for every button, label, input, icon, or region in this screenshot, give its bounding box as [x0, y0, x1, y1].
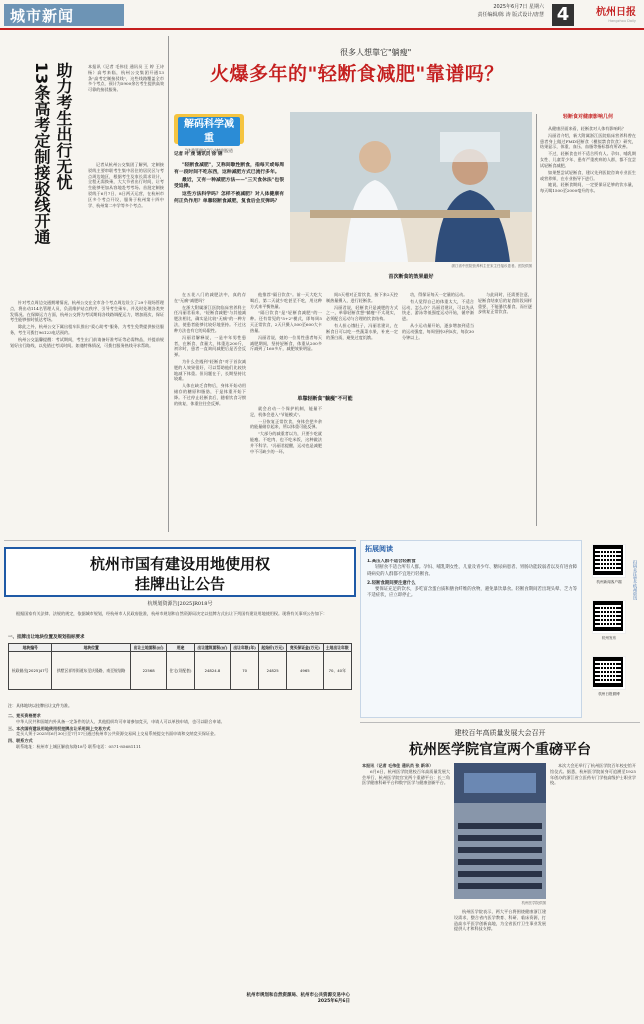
school-photo-illustration — [454, 763, 546, 899]
qr-code-icon — [593, 657, 623, 687]
feature-col-2: 他推荐"隔日饮食"。前一天大吃大喝后，第二天就少吃甚至不吃，用这种方式来平衡热量。 "隔日饮食"是"轻断食减肥"的一种。还有常见的"5+2"模式，即每周5天正常饮食，2天只摄入500至600大卡热量。 冯丽君说，她的一位男性患者每天减肥期间，坚持轻断食，体重从200多斤减到了160多斤，减肥效果明显。 — [250, 292, 322, 352]
qr-label-3: 杭州日报微博 — [598, 692, 620, 696]
qr-code-icon — [593, 601, 623, 631]
feature-subhead-2: 单靠轻断食"躺瘦"不可能 — [297, 396, 353, 402]
feature-photo-caption: 浙江省中医院营养科主任宋主任接诊患者。医院供图 — [451, 264, 532, 268]
notice-table-cell: 24824.8 — [194, 652, 230, 690]
feature-subhead-1: 首次断食的效果最好 — [388, 274, 434, 280]
notice-table-cell: 4965 — [287, 652, 323, 690]
notice-table-header-cell: 起始价(万元) — [259, 644, 287, 652]
feature-col-3: 就会启动一个保护机制，能量不足，机体会进入"节能模式"。 一旦恢复正常饮食，身体会把多余的能量储存起来，所以体重可能反弹。 "大部分的减重者以为，只要少吃就能瘦。不吃肉、也不吃米饭，这种做法并不科学。"冯丽君提醒，运动也是减肥中不可缺少的一环。 — [250, 406, 322, 454]
feature-col-5: 功，得保证每天一定量的运动。 有人觉得自己的体重太大，不适合运动，怎么办？冯丽君建议，可以先从快走、游泳等低强度运动开始，循序渐进。 从小运动量开始，逐步增加到适当的运动强度，每周坚持3到5次，每次30分钟以上。 — [402, 292, 474, 340]
school-photo-caption: 杭州医学院供图 — [521, 901, 546, 905]
qr-code-icon — [593, 545, 623, 575]
qr-code-1[interactable] — [592, 544, 626, 578]
notice-table-cell: 拱墅区祥符街道东至庆隆路，南至规划路 — [52, 652, 131, 690]
notice-note: 注：具体地块以挂牌出让文件为准。 — [8, 703, 72, 708]
notice-table-row — [9, 652, 352, 690]
side-headline: 轻断食对健康影响几何 — [562, 114, 613, 120]
notice-body: 二、竞买资格要求 中华人民共和国境内外具备一定条件的法人、其他组织均可申请参加竞买，申请人可以单独申请，也可以联合申请。 三、本次国有建设用地使用权挂牌出让采用网上交易方式 竞买人须于2025年6月30日至7月17日通过杭州市公共资源交易网上交易系统提交书面申请和交纳竞买保证金。 四、联系方式 联系地址：杭州市上城区解放东路18号 联系电话：0571-85681111 — [8, 713, 225, 750]
school-col-1: 本报讯（记者 毛伟佳 通讯员 张 新华） 6月6日，杭州医学院建校百年高质量发展大会举行，杭州医学院官宣两个重磅平台：长三角医学健康科研平台和数字医学与健康创新平台。 — [362, 763, 450, 786]
notice-table-header-cell: 地块编号 — [9, 644, 52, 652]
notice-table-cell: 70、40年 — [323, 652, 351, 690]
feature-intro: "轻断食减肥"，又称间歇性断食，指每天或每周有一段时间不吃东西，这种减肥方式已流行多年。 最近，又有一种减肥方法——"三天食休法"也很受追捧。 这些方法科学吗？怎样不被减肥？对人体健康有何正负作用？单靠轻断食减肥，复食后会反弹吗？ — [174, 162, 284, 204]
qr-label-2: 杭州发布 — [601, 636, 617, 640]
school-col-2: 杭州医学院表示，两大平台将围绕健康浙江建设需求，整合省内医学教育、科研、临床资源，打造高水平医学创新高地，为全省医疗卫生事业发展提供人才和科技支撑。 — [454, 909, 546, 932]
notice-table-header-cell: 竞买保证金(万元) — [287, 644, 323, 652]
school-headline: 杭州医学院官宣两个重磅平台 — [409, 742, 591, 758]
qr-side-note: 扫码关注更多杭州资讯 — [633, 560, 638, 600]
qr-label-1: 杭州新闻客户端 — [596, 580, 622, 584]
notice-doc-number: 杭规划资源告[2025]R018号 — [147, 601, 213, 607]
newspaper-logo-sub: Hangzhou Daily — [608, 19, 636, 23]
expand-reading — [360, 540, 582, 718]
school-kicker: 建校百年高质量发展大会召开 — [454, 729, 546, 737]
notice-table-cell: 24825 — [259, 652, 287, 690]
feature-col-1: 在五花八门的减肥法中，真的存在"无痛"减肥吗？ 在浙大附属浙江医院临床营养科主任冯丽君看来，"轻断食减肥"与其他减肥法相比，确实是比较"无痛"的一种方法，使患者能够比较好地坚持。不过这种方法也有它的局限性。 冯丽君解释说，一是中年男性患者，在断食、食量大，体重达200斤，初诊时，患者一直询问减肥后是否会反弹。 为什么会遇到"轻断食"对于首次减肥的人效果很好，可以帮助他们比较快地减下体重。但问题在于，长期坚持比较难。 人体在缺乏食物后，身体开始动用储存的糖原和脂肪，于是体重开始下降。不过停止轻断食后，随着饮食习惯的恢复，体重往往会反弹。 — [174, 292, 246, 406]
notice-signature: 杭州市规划和自然资源局、杭州市公共资源交易中心 2025年6月6日 — [246, 993, 350, 1005]
school-story — [360, 722, 640, 1020]
feature-story — [170, 34, 640, 534]
left-story-body-right: 记者从杭州公交集团了解到，定制接驳线主要串联考生集中居住的居民区与考点周边地区，根据考生及家长需求设计，全程无需换乘，大大节省出行时间，让考生能够更加从容地赴考考场。首批定制接驳线于6月7日、8日两天运营，在杭州市区多个考点开设，服务于杭州第十四中学、杭州第二中学等多个考点。 — [88, 162, 164, 208]
feature-photo-illustration — [290, 112, 532, 262]
qr-code-2[interactable] — [592, 600, 626, 634]
notice-table-header — [9, 644, 352, 652]
feature-headline: 火爆多年的"轻断食减肥"靠谱吗？ — [210, 63, 504, 85]
left-story-body-bottom: 针对考点周边交通拥堵情况，杭州公交在全市各个考点周边设立了29个现场管理点，将出动114名管理人员，负责维护站点秩序、引导考生乘车，并及时处理各类突发情况。在保障运力方面，杭州公交将为考试期间各线路调配运力，增加班次，保证考生能够按时抵达考场。 除此之外，杭州公交下属出租车队推出"爱心助考"服务，为考生免费提供接送服务，考生可拨打96123电话预约。 杭州公交温馨提醒：考试期间，考生出门前请备好准考证等必需物品，并提前规划好出行路线，以免错过考试时间。如遇特殊情况，可拨打服务热线寻求帮助。 — [10, 300, 164, 348]
column-badge: 解码科学减重 "体重管理年"行动特别报道 — [174, 114, 244, 144]
notice-table-header-cell: 出让年限(年) — [231, 644, 259, 652]
side-divider — [536, 114, 537, 526]
expand-title: 拓展阅读 — [365, 545, 393, 553]
feature-kicker: 很多人想靠它"躺瘦" — [340, 48, 412, 57]
school-col-3: 本次大会还举行了杭州医学院百年校史馆开馆仪式。据悉，杭州医学院前身可追溯至1925年创办的浙江省立医药专门学校高级护士职业学校。 — [550, 763, 636, 786]
feature-col-6: 与此同时，还需要注意，轻断食结束后的复食阶段同样重要，不能暴饮暴食，而应逐步恢复正常饮食。 — [478, 292, 532, 315]
notice-table-cell: 住宅(设配套) — [167, 652, 194, 690]
left-story — [4, 34, 166, 534]
notice-table-header-cell: 出让土地面积(㎡) — [130, 644, 166, 652]
notice-title-line2: 挂牌出让公告 — [134, 575, 225, 594]
left-story-headline: 助力考生出行无忧 13条高考定制接驳线开通 — [32, 62, 73, 245]
notice-table — [8, 643, 352, 690]
notice-intro: 根据国家有关法律、法规的规定，依据城市规划，经杭州市人民政府批准，杭州市规划和自然资源局决定以挂牌方式出让下列国有建设用地使用权。现将有关事项公告如下： — [16, 611, 328, 616]
notice-title-banner — [4, 547, 356, 597]
feature-photo — [290, 112, 532, 262]
masthead — [0, 0, 644, 30]
feature-col-4: 间5天相对正常饮食，接下来2天控制热量摄入，进行轻断食。 冯丽君说，轻断食只是减肥的方式之一，单靠轻断食想"躺瘦"不太现实，必须配合运动与合理的饮食结构。 有人担心饿肚子，冯丽君建议，在断食日可以吃一些蔬菜水果，补充一定的蛋白质，避免过度饥饿。 — [326, 292, 398, 340]
expand-body: 1.高压人群不适合轻断食 轻断食不适合所有人群。孕妇、哺乳期女性、儿童及青少年、糖尿病患者、胃肠功能较弱者以及有进食障碍病史的人群都不宜进行轻断食。 2.轻断食期间要注意什么 要保证充足的饮水，多吃富含蛋白质和膳食纤维的食物，避免暴饮暴食。轻断食期间若出现头晕、乏力等不适症状，应立即停止。 — [367, 559, 577, 599]
notice-table-header-cell: 地块位置 — [52, 644, 131, 652]
notice-table-cell: 杭政储出[2025]47号 — [9, 652, 52, 690]
side-body: 从健康层面来看，轻断食对人体有影响吗？ 冯丽君介绍，新大附属浙江医院临床营养科曾在患者身上做过FMD轻断食（模拟禁食饮食）研究，结果显示，体重、血压、血脂等指标都有所改善。 不过，轻断食也并不适合所有人。孕妇、哺乳期女性、儿童青少年、患有严重疾病的人群，都不宜尝试轻断食减肥。 如果想尝试轻断食，建议先到医院咨询专业医生或营养师，在专业指导下进行。 她说，轻断食期间，一定要保证足够的饮水量，每天喝1500至2000毫升的水。 — [540, 126, 636, 194]
notice-table-wrap — [8, 643, 352, 690]
notice-table-header-cell: 用途 — [167, 644, 194, 652]
left-story-byline: 本报讯（记者 毛伟佳 通讯员 王 婷 王诗杨）高考来临，杭州公交集团开通13条"高考定制接驳线"，这些线路覆盖全市多个考点，预计为5900余名考生提供高效可靠的接驳服务。 — [88, 64, 164, 93]
section-title: 城市新闻 — [4, 4, 124, 26]
qr-column — [586, 540, 640, 718]
date-line: 2025年6月7日 星期六 责任编辑/陈 涛 版式设计/唐慧 — [477, 4, 544, 18]
newspaper-logo: 杭州日报 — [596, 7, 636, 18]
school-photo — [454, 763, 546, 899]
notice-table-cell: 22568 — [130, 652, 166, 690]
feature-byline: 记者 叶 虔 通讯员 徐 锦 — [174, 152, 223, 157]
notice-table-cell: 70 — [231, 652, 259, 690]
page-number: 4 — [552, 4, 574, 26]
notice-section-1: 一、挂牌出让地块位置及规划指标要求 — [8, 635, 85, 640]
land-notice — [4, 540, 356, 1020]
qr-code-3[interactable] — [592, 656, 626, 690]
notice-title-line1: 杭州市国有建设用地使用权 — [89, 555, 270, 573]
notice-table-header-cell: 出让建筑面积(㎡) — [194, 644, 230, 652]
column-divider — [168, 36, 169, 532]
notice-table-header-cell: 土地出让年限 — [323, 644, 351, 652]
